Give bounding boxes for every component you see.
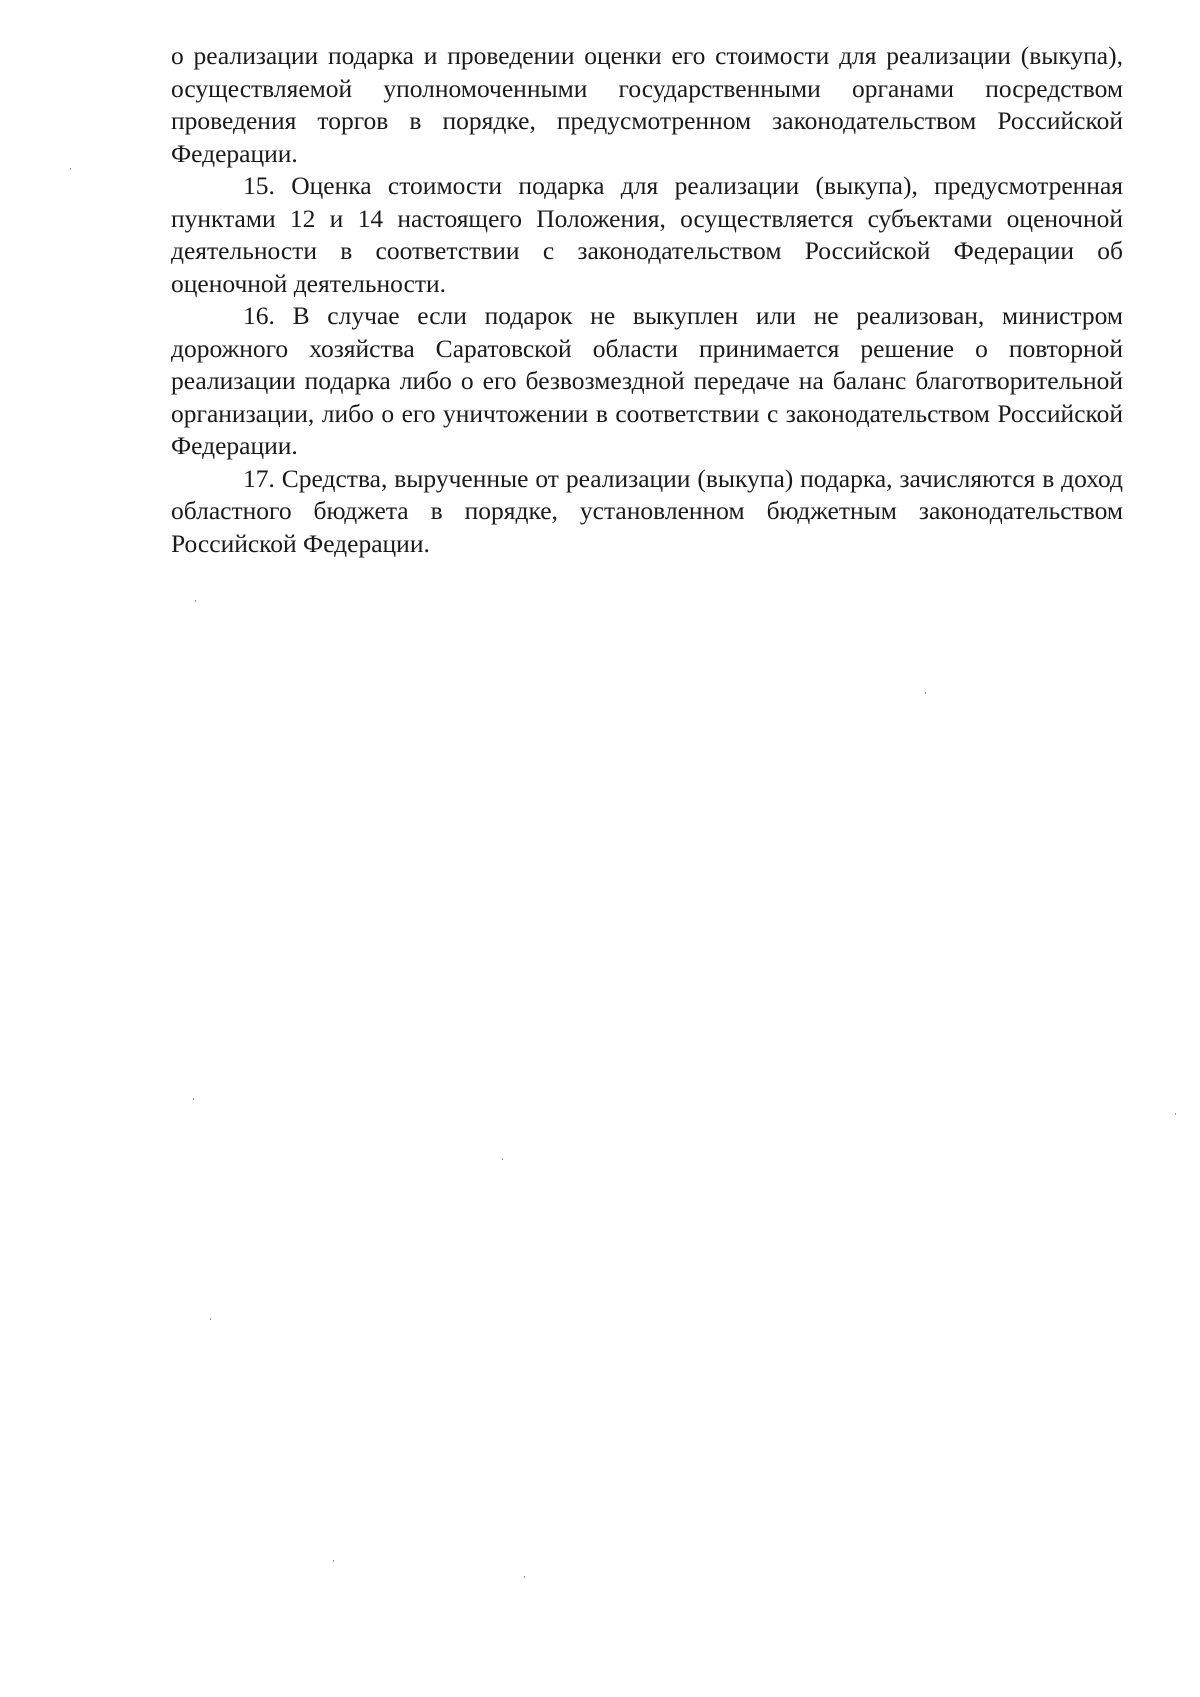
scan-speck [925,692,926,694]
scan-speck [524,1576,525,1578]
scan-speck [195,600,196,602]
scan-speck [210,1318,211,1320]
paragraph-17: 17. Средства, вырученные от реализации (выкупа) подарка, зачисляются в доход областного бюджета в порядке, установленном бюджетным законодательством Российской Федерации. [171,463,1123,558]
paragraph-15: 15. Оценка стоимости подарка для реализации (выкупа), предусмотренная пунктами 12 и 14 настоящего Положения, осуществляется субъектами оценочной деятельности в соответствии с законодательством Российской Федерации об оценочной деятельности. [171,171,1123,298]
scan-speck [193,1098,194,1100]
scan-speck [1175,1113,1176,1115]
scan-speck [70,168,71,170]
document-body [171,40,1123,560]
scan-speck [333,1560,334,1562]
paragraph-continuation: о реализации подарка и проведении оценки его стоимости для реализации (выкупа), осуществляемой уполномоченными государственными органами посредством проведения торгов в порядке, предусмотренном законодательством Российской Федерации. [171,41,1123,168]
scan-speck [502,1158,503,1160]
paragraph-16: 16. В случае если подарок не выкуплен или не реализован, министром дорожного хозяйства Саратовской области принимается решение о повторной реализации подарка либо о его безвозмездной передаче на баланс благотворительной организации, либо о его уничтожении в соответствии с законодательством Российской Федерации. [171,301,1123,460]
